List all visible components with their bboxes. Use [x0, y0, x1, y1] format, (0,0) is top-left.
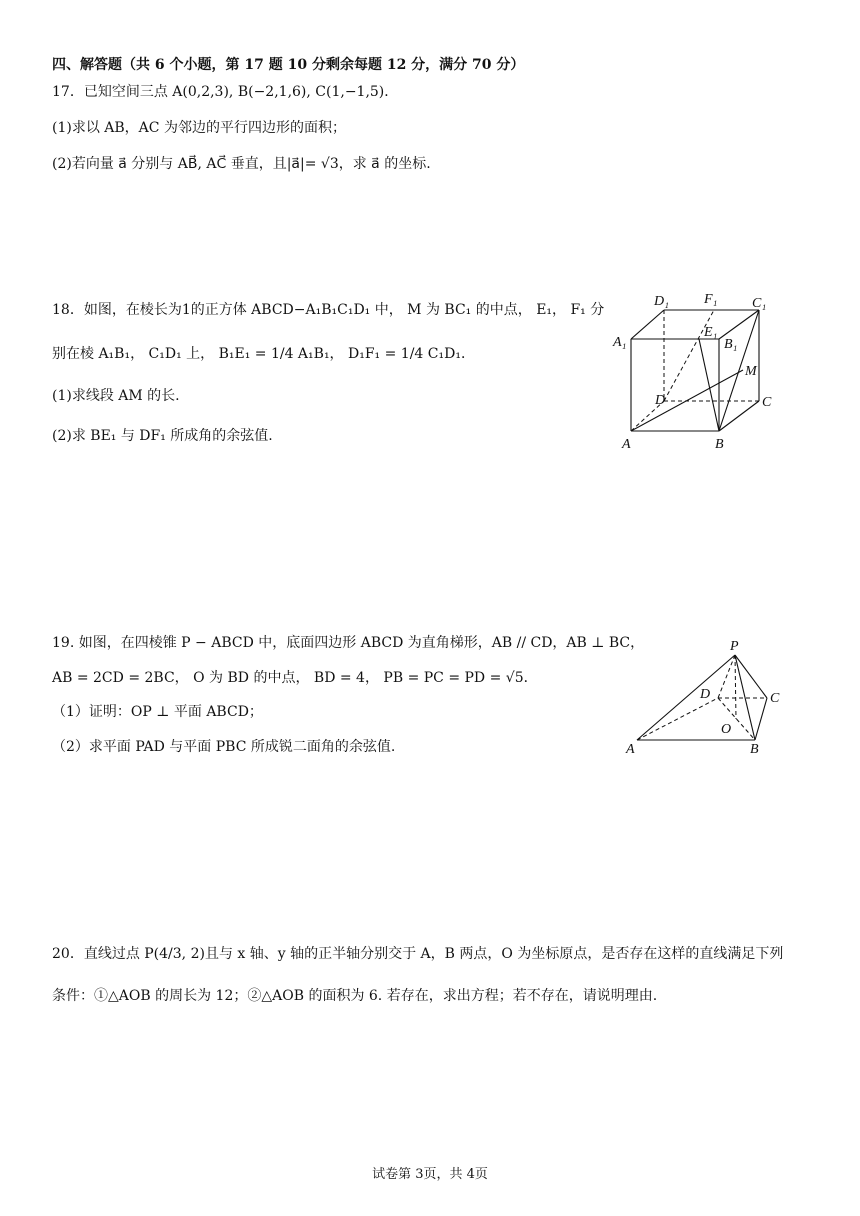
- q19-stem-line1: 19. 如图，在四棱锥 P − ABCD 中，底面四边形 ABCD 为直角梯形，AB // CD，AB ⊥ BC，: [52, 635, 645, 651]
- label-b1: B₁: [724, 337, 738, 352]
- label-b: B: [750, 742, 759, 757]
- q20-stem-line2: 条件：①△AOB 的周长为 12；②△AOB 的面积为 6. 若存在，求出方程；若不存在，请说明理由.: [52, 988, 658, 1004]
- label-d: D: [655, 393, 666, 408]
- seg-po: [735, 655, 736, 719]
- label-f1: F₁: [704, 292, 718, 307]
- label-c: C: [770, 691, 780, 706]
- q18-part1: (1)求线段 AM 的长.: [52, 388, 180, 404]
- label-a: A: [622, 437, 631, 452]
- seg-df1: [664, 310, 714, 401]
- edge-pd: [718, 655, 735, 698]
- q19-part2: （2）求平面 PAD 与平面 PBC 所成锐二面角的余弦值.: [52, 739, 396, 755]
- q19-part1: （1）证明：OP ⊥ 平面 ABCD；: [52, 704, 263, 720]
- page-footer: 试卷第 3页，共 4页: [372, 1167, 488, 1182]
- label-b: B: [715, 437, 724, 452]
- edge-bc: [719, 401, 759, 431]
- edge-bc: [755, 698, 767, 740]
- q17-part1: (1)求以 AB，AC 为邻边的平行四边形的面积；: [52, 120, 346, 136]
- q17-part2: (2)若向量 a⃗ 分别与 AB⃗, AC⃗ 垂直，且|a⃗|= √3，求 a⃗ 的坐标.: [52, 156, 431, 172]
- pyramid-figure: [620, 635, 800, 760]
- edge-b1c1: [719, 310, 759, 339]
- q20-stem-line1: 20．直线过点 P(4/3, 2)且与 x 轴、y 轴的正半轴分别交于 A，B 两点，O 为坐标原点，是否存在这样的直线满足下列: [52, 946, 784, 962]
- q18-stem-line1: 18．如图，在棱长为1的正方体 ABCD−A₁B₁C₁D₁ 中， M 为 BC₁ 的中点， E₁， F₁ 分: [52, 302, 605, 318]
- label-p: P: [730, 639, 739, 654]
- label-c1: C₁: [752, 296, 767, 311]
- section-title: 四、解答题（共 6 个小题，第 17 题 10 分剩余每题 12 分，满分 70 分）: [52, 57, 525, 73]
- label-a: A: [626, 742, 635, 757]
- q18-stem-line2: 别在棱 A₁B₁， C₁D₁ 上， B₁E₁ = 1/4 A₁B₁， D₁F₁ = 1/4 C₁D₁．: [52, 346, 475, 362]
- label-c: C: [762, 395, 772, 410]
- label-d1: D₁: [654, 294, 669, 309]
- cube-figure: [600, 280, 800, 455]
- label-e1: E₁: [704, 325, 718, 340]
- label-m: M: [745, 364, 757, 379]
- q19-stem-line2: AB = 2CD = 2BC， O 为 BD 的中点， BD = 4， PB = PC = PD = √5．: [52, 670, 538, 686]
- label-o: O: [721, 722, 732, 737]
- edge-a1d1: [631, 310, 664, 339]
- q18-part2: (2)求 BE₁ 与 DF₁ 所成角的余弦值.: [52, 428, 273, 444]
- q17-stem: 17．已知空间三点 A(0,2,3), B(−2,1,6), C(1,−1,5)．: [52, 84, 399, 100]
- label-a1: A₁: [613, 335, 627, 350]
- label-d: D: [700, 687, 711, 702]
